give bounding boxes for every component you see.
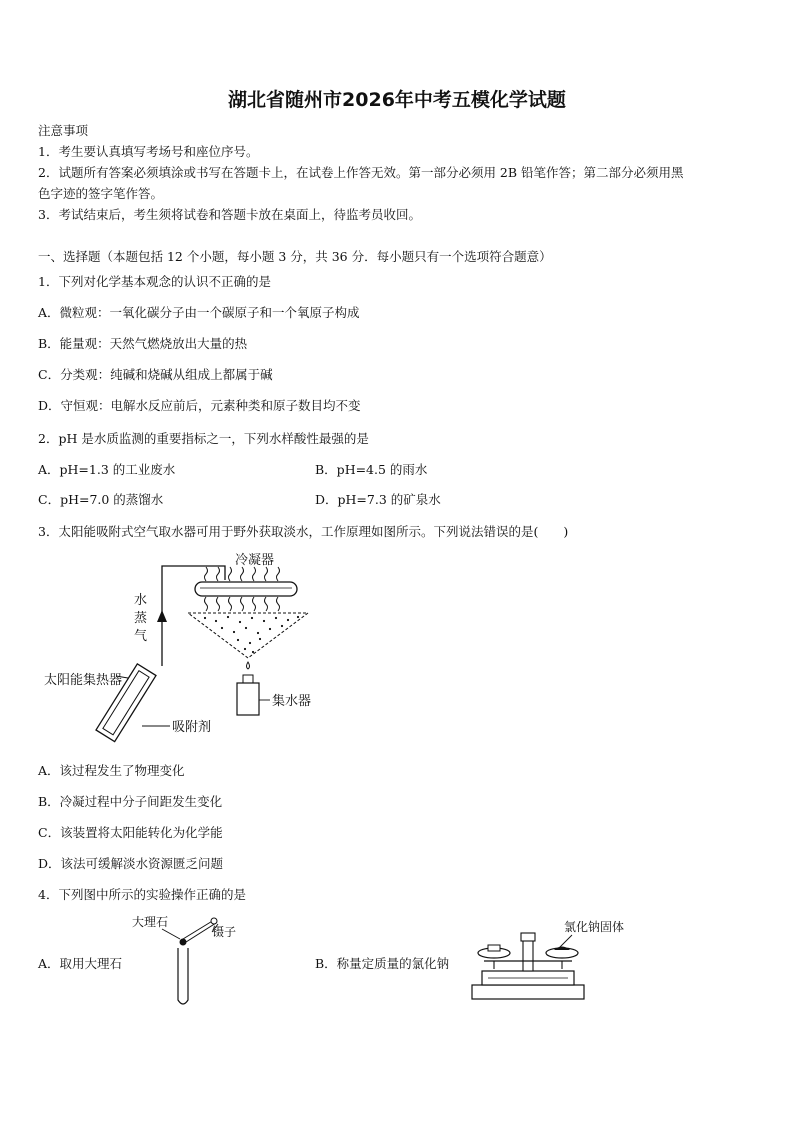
marble-piece [180,939,187,946]
water-drop-icon [247,662,250,669]
nacl-pile [554,947,570,951]
notice-item: 2．试题所有答案必须填涂或书写在答题卡上，在试卷上作答无效。第一部分必须用 2B 铅笔作答；第二部分必须用黑 [38,165,684,180]
condensate-funnel [188,613,308,658]
question-4-option-a: A．取用大理石 [38,956,123,971]
notice-item: 色字迹的签字笔作答。 [38,186,164,201]
marble-tweezers-figure [128,912,258,1012]
question-3-option-b: B．冷凝过程中分子间距发生变化 [38,794,223,809]
question-2-option-a: A．pH=1.3 的工业废水 [38,462,176,477]
question-4-stem: 4．下列图中所示的实验操作正确的是 [38,887,246,902]
question-1-stem: 1．下列对化学基本观念的认识不正确的是 [38,274,271,289]
question-1-option-b: B．能量观：天然气燃烧放出大量的热 [38,336,248,351]
question-3-stem: 3．太阳能吸附式空气取水器可用于野外获取淡水，工作原理如图所示。下列说法错误的是( ) [38,524,569,539]
question-1-option-d: D．守恒观：电解水反应前后，元素种类和原子数目均不变 [38,398,361,413]
steam-arrow [157,610,167,622]
condenser-fins-bottom [205,597,280,611]
test-tube [178,948,188,1004]
condenser-tube [195,582,297,596]
label-marble: 大理石 [132,915,169,929]
question-2-option-b: B．pH=4.5 的雨水 [315,462,428,477]
question-3-option-d: D．该法可缓解淡水资源匮乏问题 [38,856,224,871]
balance-figure [468,915,638,1007]
label-tweezers: 镊子 [212,925,237,939]
notice-item: 3．考试结束后，考生须将试卷和答题卡放在桌面上，待监考员收回。 [38,207,421,222]
question-2-option-d: D．pH=7.3 的矿泉水 [315,492,441,507]
page-title: 湖北省随州市2026年中考五模化学试题 [228,89,566,111]
label-solar-collector: 太阳能集热器 [44,673,123,688]
balance-base [472,985,584,999]
bottle-cap [243,675,253,683]
water-collector-bottle [237,683,259,715]
question-2-option-c: C．pH=7.0 的蒸馏水 [38,492,164,507]
water-harvester-diagram [30,548,350,748]
question-3-option-a: A．该过程发生了物理变化 [38,763,185,778]
steam-pipe [162,566,225,666]
balance-post [523,939,533,971]
label-steam-1: 水 [134,593,148,608]
label-steam-3: 气 [134,629,148,644]
marble-pointer [162,929,180,939]
label-adsorbent: 吸附剂 [172,720,212,735]
notice-heading: 注意事项 [38,123,89,138]
question-1-option-a: A．微粒观：一氧化碳分子由一个碳原子和一个氧原子构成 [38,305,360,320]
condensate-droplets [204,616,299,653]
notice-item: 1．考生要认真填写考场号和座位序号。 [38,144,259,159]
label-nacl: 氯化钠固体 [564,920,625,934]
question-4-option-b: B．称量定质量的氯化钠 [315,956,450,971]
label-condenser: 冷凝器 [235,553,275,568]
question-1-option-c: C．分类观：纯碱和烧碱从组成上都属于碱 [38,367,273,382]
label-water-collector: 集水器 [272,694,312,709]
section-heading: 一、选择题（本题包括 12 个小题，每小题 3 分，共 36 分．每小题只有一个选项符合题意） [38,249,552,264]
condenser-fins-top [205,567,280,581]
question-3-option-c: C．该装置将太阳能转化为化学能 [38,825,223,840]
question-2-stem: 2．pH 是水质监测的重要指标之一，下列水样酸性最强的是 [38,431,369,446]
label-steam-2: 蒸 [134,611,148,626]
weight-icon [488,945,500,951]
